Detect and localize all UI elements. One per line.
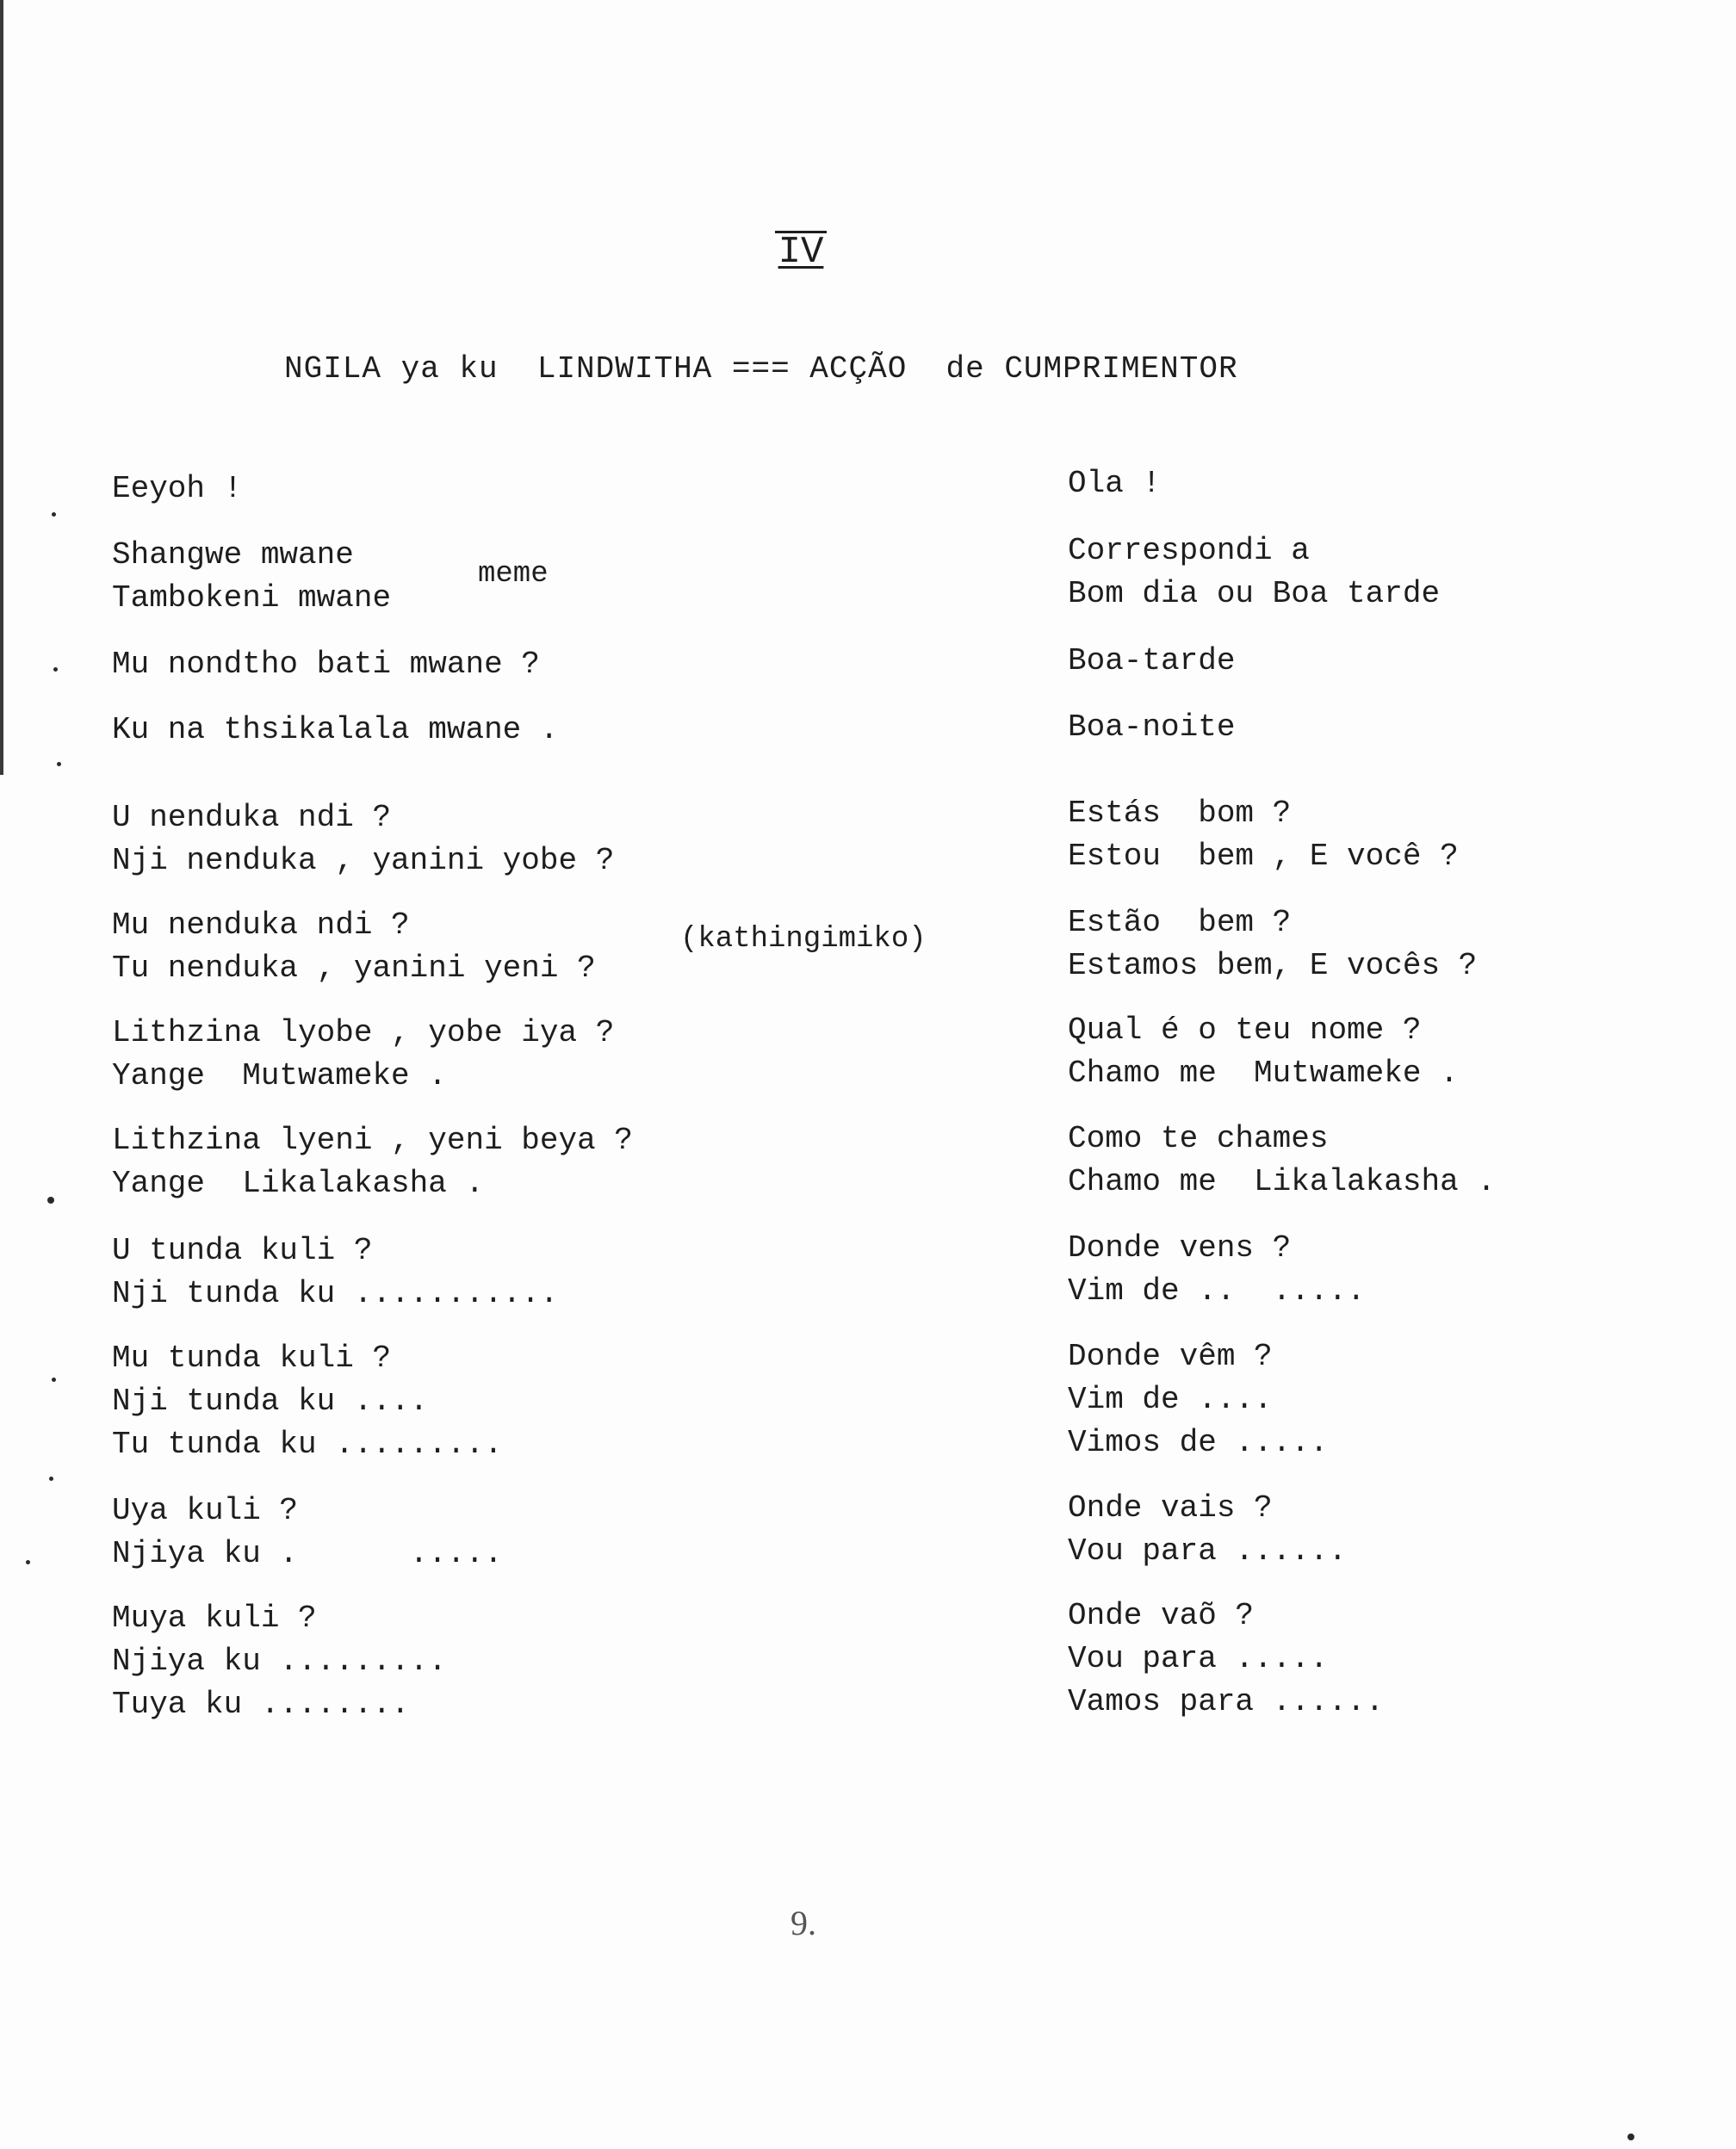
right-line: Correspondi a bbox=[1068, 533, 1310, 568]
right-line: Onde vais ? bbox=[1068, 1490, 1273, 1526]
left-line: Njiya ku . ..... bbox=[112, 1536, 503, 1571]
left-line: U tunda kuli ? bbox=[112, 1233, 373, 1268]
scan-speck bbox=[52, 512, 56, 517]
left-line: Nji tunda ku .... bbox=[112, 1384, 429, 1419]
meme-note: meme bbox=[478, 558, 549, 591]
right-line: Donde vens ? bbox=[1068, 1230, 1292, 1266]
right-line: Estamos bem, E vocês ? bbox=[1068, 948, 1478, 983]
left-line: Mu nenduka ndi ? bbox=[112, 907, 410, 943]
right-line: Estão bem ? bbox=[1068, 905, 1292, 940]
left-line: Ku na thsikalala mwane . bbox=[112, 712, 559, 747]
left-line: Mu tunda kuli ? bbox=[112, 1341, 392, 1376]
scan-speck bbox=[53, 667, 58, 672]
left-line: Lithzina lyeni , yeni beya ? bbox=[112, 1123, 633, 1158]
scan-speck bbox=[47, 1197, 54, 1204]
left-line: Tambokeni mwane bbox=[112, 580, 392, 616]
scan-speck bbox=[52, 1378, 56, 1382]
left-line: Nji tunda ku ........... bbox=[112, 1276, 559, 1311]
left-line: U nenduka ndi ? bbox=[112, 800, 392, 835]
right-line: Bom dia ou Boa tarde bbox=[1068, 576, 1441, 611]
right-line: Como te chames bbox=[1068, 1121, 1329, 1156]
right-line: Vou para ..... bbox=[1068, 1641, 1329, 1676]
left-line: Mu nondtho bati mwane ? bbox=[112, 647, 540, 682]
page-edge-shadow bbox=[0, 0, 3, 775]
left-line: Uya kuli ? bbox=[112, 1493, 299, 1528]
right-line: Onde vaõ ? bbox=[1068, 1598, 1255, 1633]
left-line: Njiya ku ......... bbox=[112, 1644, 447, 1679]
right-line: Donde vêm ? bbox=[1068, 1339, 1273, 1374]
right-line: Vamos para ...... bbox=[1068, 1684, 1385, 1719]
right-line: Vim de .. ..... bbox=[1068, 1273, 1366, 1309]
left-line: Yange Mutwameke . bbox=[112, 1058, 447, 1093]
left-line: Muya kuli ? bbox=[112, 1601, 317, 1636]
right-line: Chamo me Likalakasha . bbox=[1068, 1164, 1496, 1199]
right-line: Estou bem , E você ? bbox=[1068, 839, 1459, 874]
scan-speck bbox=[26, 1560, 30, 1564]
left-line: Yange Likalakasha . bbox=[112, 1166, 485, 1201]
page-number: 9. bbox=[790, 1904, 816, 1942]
right-line: Boa-tarde bbox=[1068, 643, 1236, 678]
left-line: Lithzina lyobe , yobe iya ? bbox=[112, 1015, 615, 1050]
section-title: NGILA ya ku LINDWITHA === ACÇÃO de CUMPRIMENTOR bbox=[284, 351, 1238, 387]
left-line: Eeyoh ! bbox=[112, 471, 243, 506]
right-line: Vou para ...... bbox=[1068, 1533, 1348, 1569]
right-line: Vim de .... bbox=[1068, 1382, 1273, 1417]
left-line: Tu tunda ku ......... bbox=[112, 1427, 503, 1462]
right-line: Chamo me Mutwameke . bbox=[1068, 1056, 1459, 1091]
kathingimiko-note: (kathingimiko) bbox=[680, 923, 927, 956]
scan-speck bbox=[49, 1477, 53, 1481]
left-line: Nji nenduka , yanini yobe ? bbox=[112, 843, 615, 878]
right-line: Estás bom ? bbox=[1068, 796, 1292, 831]
scan-speck bbox=[57, 762, 61, 766]
right-line: Qual é o teu nome ? bbox=[1068, 1013, 1422, 1048]
right-line: Vimos de ..... bbox=[1068, 1425, 1329, 1460]
left-line: Shangwe mwane bbox=[112, 537, 354, 573]
right-line: Boa-noite bbox=[1068, 709, 1236, 745]
chapter-number: IV bbox=[775, 231, 827, 271]
left-line: Tu nenduka , yanini yeni ? bbox=[112, 951, 596, 986]
right-line: Ola ! bbox=[1068, 466, 1162, 501]
left-line: Tuya ku ........ bbox=[112, 1687, 410, 1722]
scan-speck bbox=[1628, 2134, 1634, 2140]
